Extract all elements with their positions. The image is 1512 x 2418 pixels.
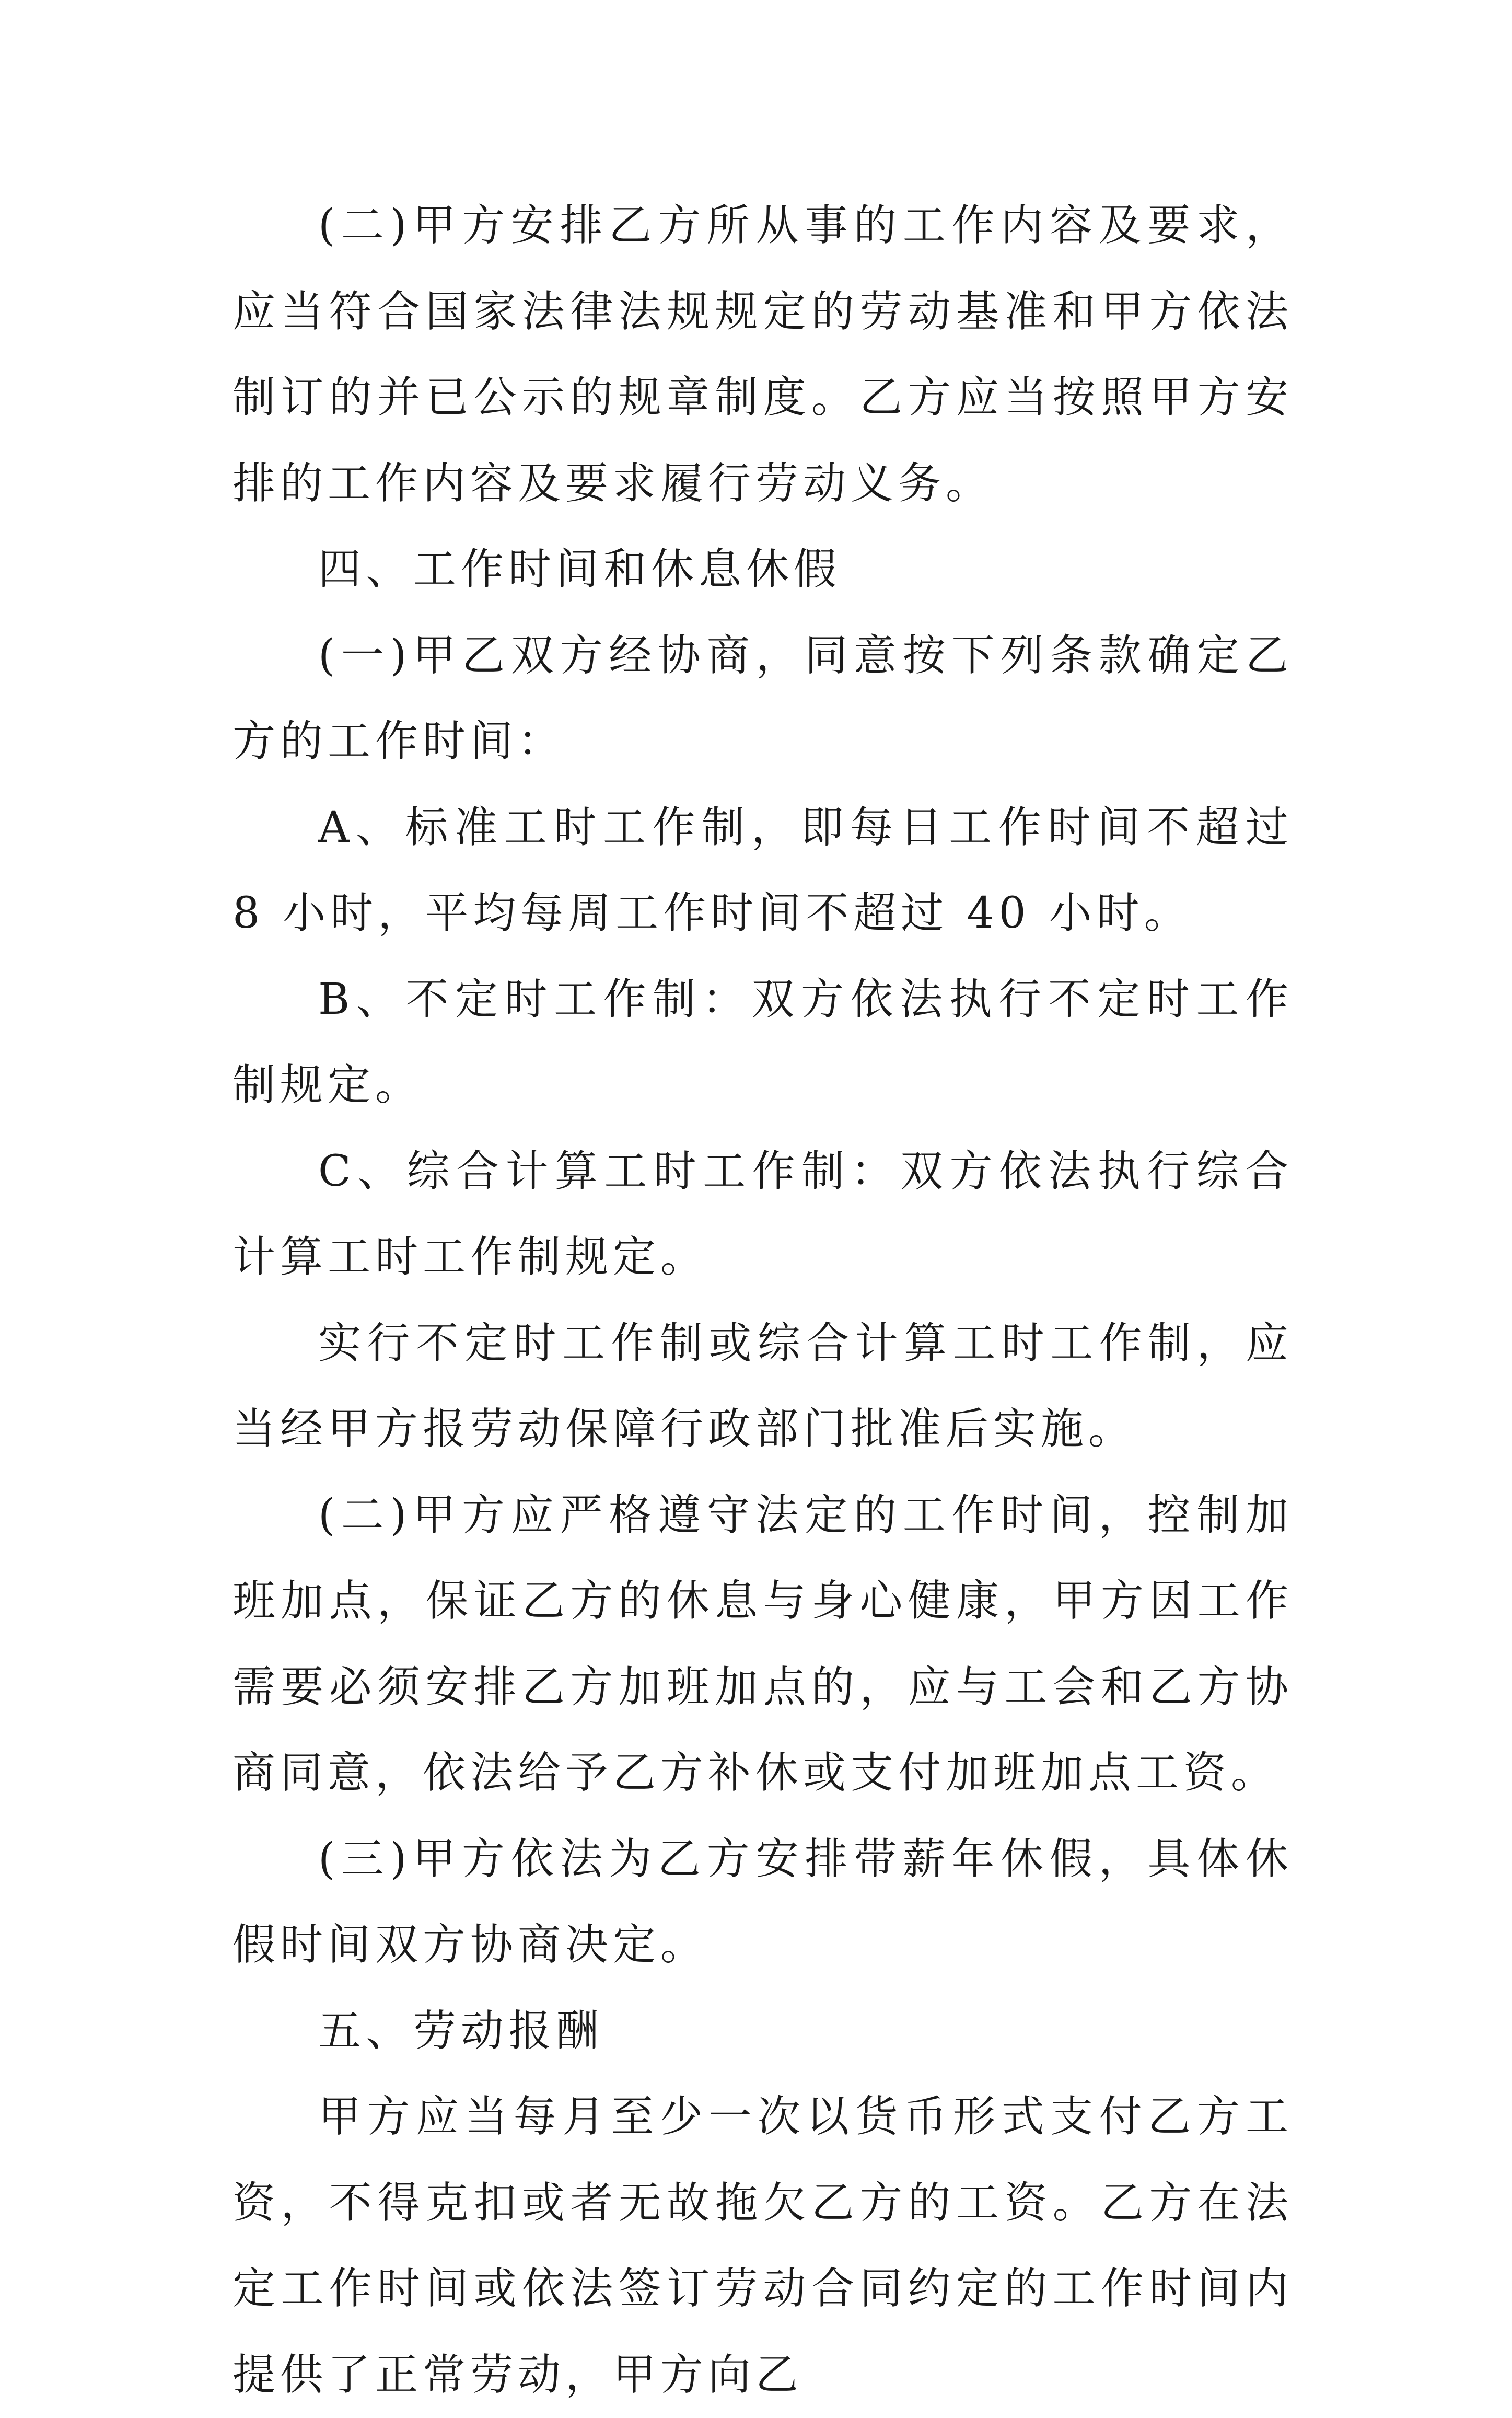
section-heading-remuneration: 五、劳动报酬 [318,2006,604,2056]
paragraph-option-a: A、标准工时工作制，即每日工作时间不超过 8 小时，平均每周工作时间不超过 40 小时。 [232,802,1293,938]
paragraph-annual-leave: (三)甲方依法为乙方安排带薪年休假，具体休假时间双方协商决定。 [232,1834,1293,1970]
paragraph-overtime: (二)甲方应严格遵守法定的工作时间，控制加班加点，保证乙方的休息与身心健康，甲方因工作需要必须安排乙方加班加点的，应与工会和乙方协商同意，依法给予乙方补休或支付加班加点工资。 [232,1490,1293,1798]
paragraph-option-c: C、综合计算工时工作制：双方依法执行综合计算工时工作制规定。 [232,1146,1293,1282]
paragraph-approval: 实行不定时工作制或综合计算工时工作制，应当经甲方报劳动保障行政部门批准后实施。 [232,1318,1293,1454]
section-heading-working-hours: 四、工作时间和休息休假 [318,545,842,594]
document-body [232,183,1293,2418]
paragraph-working-hours-agreement: (一)甲乙双方经协商，同意按下列条款确定乙方的工作时间： [232,630,1293,766]
paragraph-option-b: B、不定时工作制：双方依法执行不定时工作制规定。 [232,974,1293,1110]
paragraph-work-content: (二)甲方安排乙方所从事的工作内容及要求，应当符合国家法律法规规定的劳动基准和甲方依法制订的并已公示的规章制度。乙方应当按照甲方安排的工作内容及要求履行劳动义务。 [232,201,1293,508]
paragraph-wage-payment: 甲方应当每月至少一次以货币形式支付乙方工资，不得克扣或者无故拖欠乙方的工资。乙方在法定工作时间或依法签订劳动合同约定的工作时间内提供了正常劳动，甲方向乙 [232,2092,1293,2400]
